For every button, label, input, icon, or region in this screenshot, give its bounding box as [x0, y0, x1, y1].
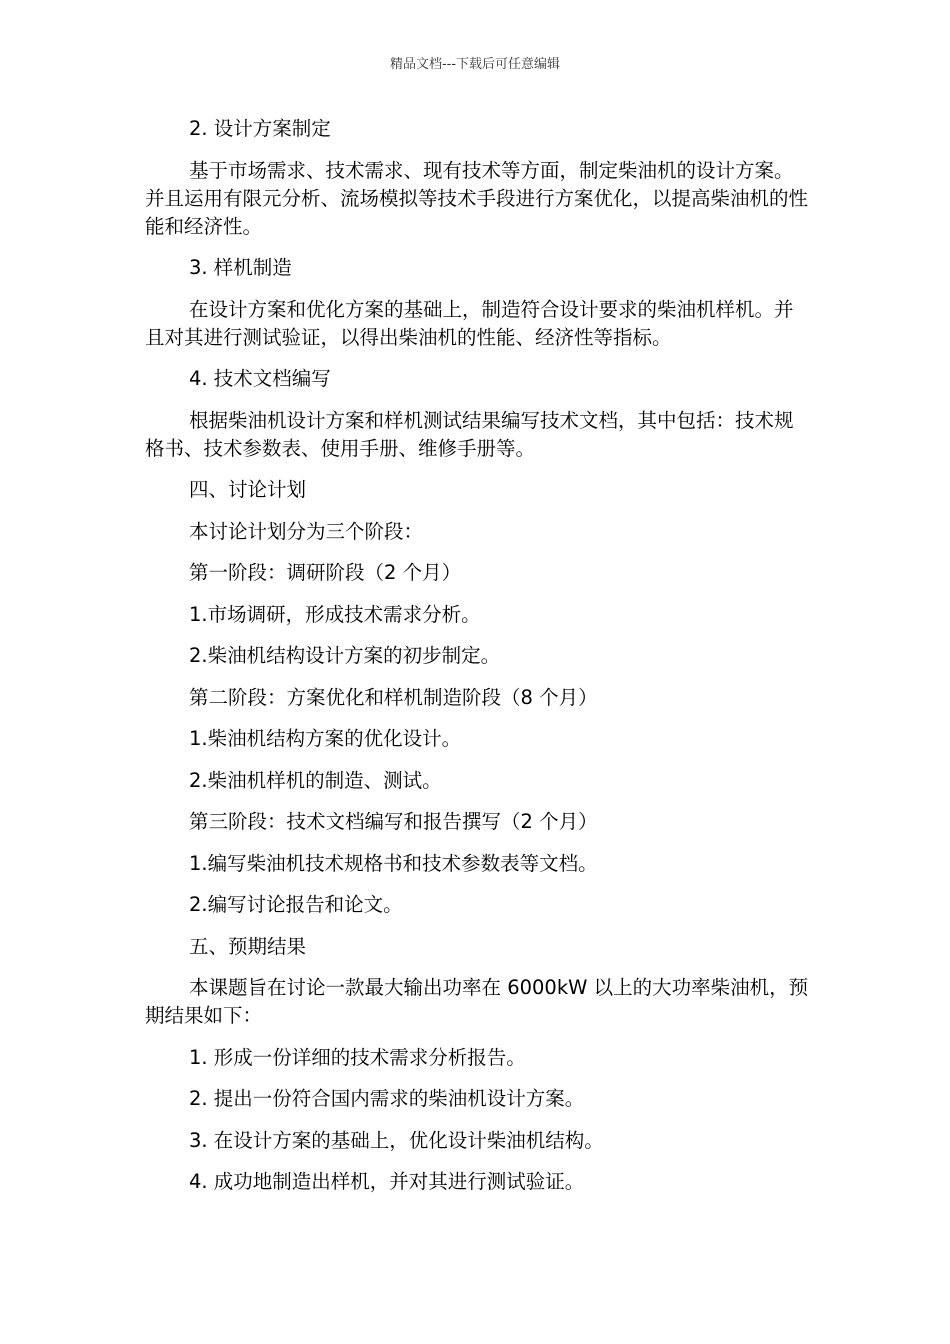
result-item: 3. 在设计方案的基础上，优化设计柴油机结构。 — [189, 1128, 604, 1152]
phase-two-title: 第二阶段：方案优化和样机制造阶段（8 个月） — [189, 685, 598, 709]
paragraph-design-plan: 基于市场需求、技术需求、现有技术等方面，制定柴油机的设计方案。并且运用有限元分析、流场模拟等技术手段进行方案优化，以提高柴油机的性能和经济性。 — [145, 158, 809, 238]
result-item: 1. 形成一份详细的技术需求分析报告。 — [189, 1045, 526, 1069]
document-body — [145, 115, 810, 1210]
section-heading-prototype: 3. 样机制造 — [189, 256, 292, 279]
phase-one-item: 1.市场调研，形成技术需求分析。 — [189, 602, 481, 626]
paragraph-plan-intro: 本讨论计划分为三个阶段： — [189, 519, 424, 543]
section-heading-plan: 四、讨论计划 — [189, 478, 307, 501]
section-heading-design-plan: 2. 设计方案制定 — [189, 117, 331, 140]
paragraph-tech-docs: 根据柴油机设计方案和样机测试结果编写技术文档，其中包括：技术规格书、技术参数表、使用手册、维修手册等。 — [145, 408, 794, 460]
paragraph-prototype: 在设计方案和优化方案的基础上，制造符合设计要求的柴油机样机。并且对其进行测试验证，以得出柴油机的性能、经济性等指标。 — [145, 297, 794, 349]
phase-two-item: 2.柴油机样机的制造、测试。 — [189, 768, 442, 792]
phase-three-item: 1.编写柴油机技术规格书和技术参数表等文档。 — [189, 851, 598, 875]
phase-three-title: 第三阶段：技术文档编写和报告撰写（2 个月） — [189, 810, 598, 833]
phase-one-item: 2.柴油机结构设计方案的初步制定。 — [189, 644, 501, 667]
paragraph-results-intro: 本课题旨在讨论一款最大输出功率在 6000kW 以上的大功率柴油机，预期结果如下： — [145, 976, 809, 1027]
phase-two-item: 1.柴油机结构方案的优化设计。 — [189, 727, 462, 750]
section-heading-tech-docs: 4. 技术文档编写 — [189, 367, 331, 390]
page-header: 精品文档---下载后可任意编辑 — [389, 57, 561, 72]
phase-three-item: 2.编写讨论报告和论文。 — [189, 893, 403, 916]
phase-one-title: 第一阶段：调研阶段（2 个月） — [189, 561, 462, 584]
result-item: 4. 成功地制造出样机，并对其进行测试验证。 — [189, 1170, 585, 1193]
result-item: 2. 提出一份符合国内需求的柴油机设计方案。 — [189, 1087, 585, 1110]
section-heading-results: 五、预期结果 — [189, 934, 307, 958]
